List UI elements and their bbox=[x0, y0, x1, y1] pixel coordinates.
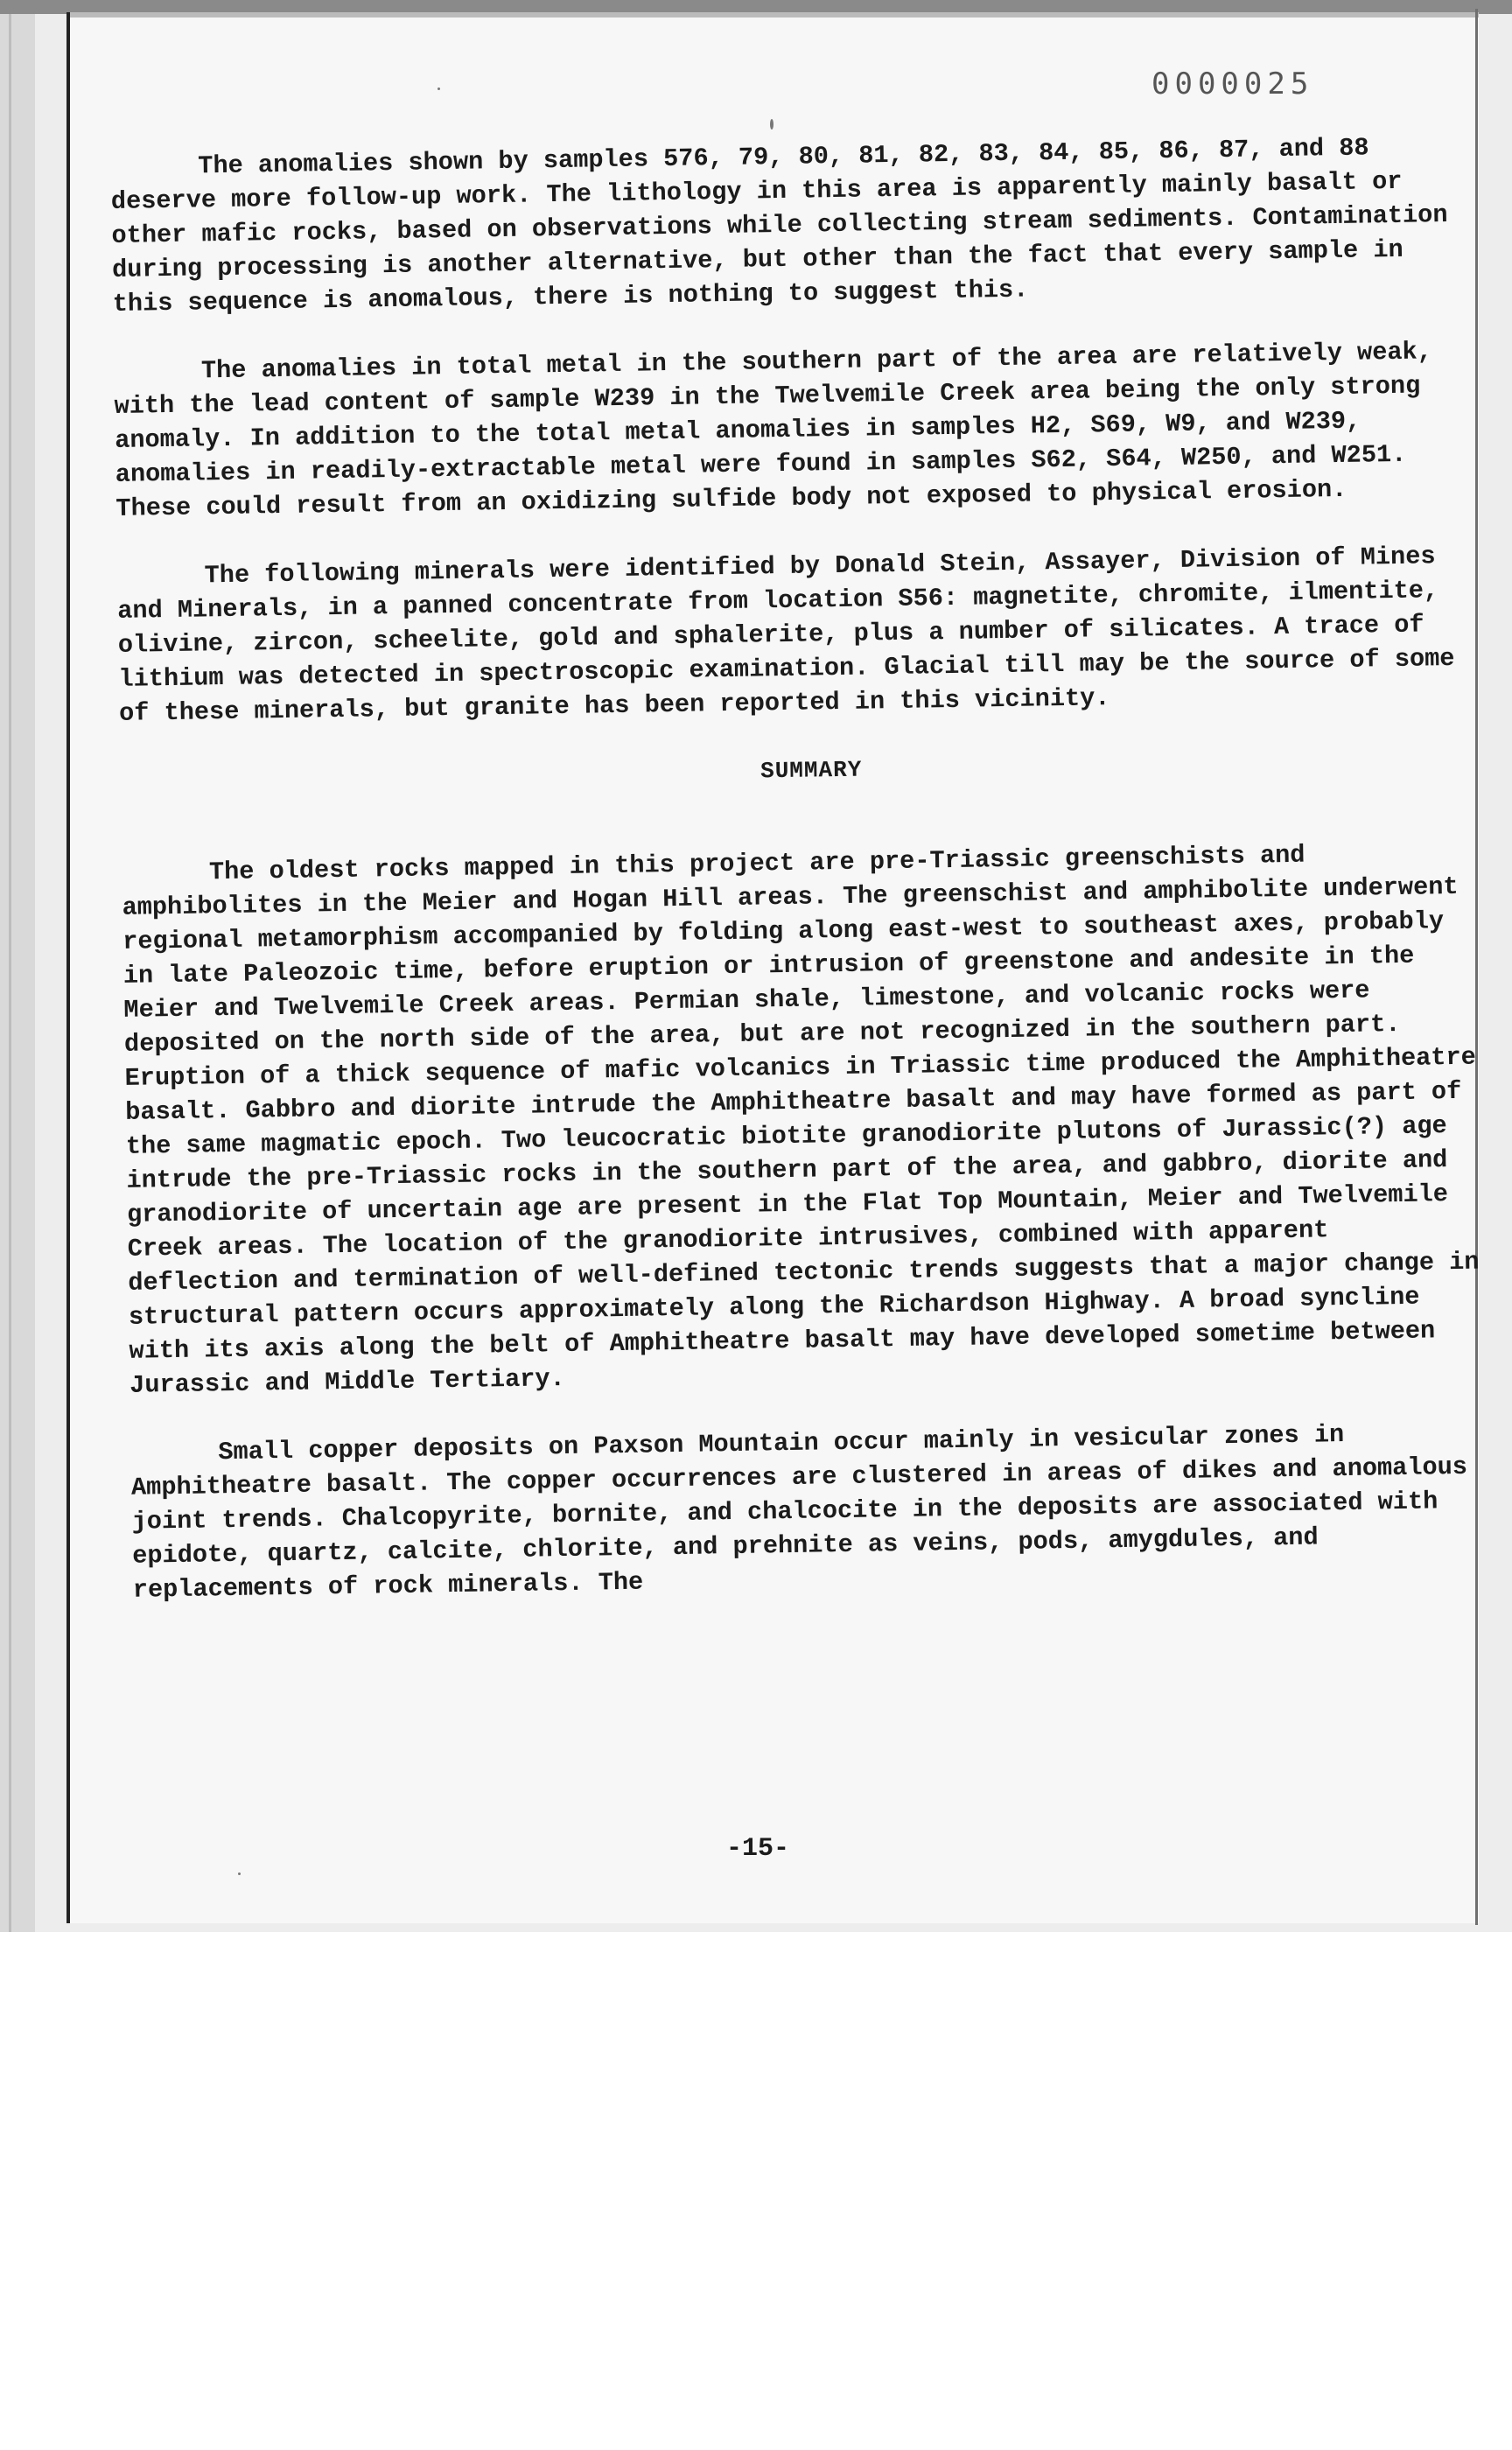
scan-speck bbox=[770, 119, 774, 130]
facing-page-edge bbox=[9, 0, 11, 1932]
page-id-stamp: 0000025 bbox=[1152, 66, 1314, 102]
scan-speck bbox=[238, 1872, 241, 1875]
page-number: -15- bbox=[726, 1834, 790, 1864]
paragraph: The anomalies in total metal in the southern part of the area are relatively weak, with the lead content of sample W239 in the Twelvemile Creek area being the only strong anomaly. In addition to the total metal anomalies in samples H2, S69, W9, and W239, anomalies in readily-extractable metal were found in samples S62, S64, W250, and W251. These could result from an oxidizing sulfide body not exposed to physical erosion. bbox=[114, 337, 1433, 523]
facing-page-strip bbox=[0, 0, 35, 1932]
paragraph: Small copper deposits on Paxson Mountain occur mainly in vesicular zones in Amphitheatre basalt. The copper occurrences are clustered in areas of dikes and anomalous joint trends. Chalcopyrite, bornite, and chalcocite in the deposits are associated with epidote, quartz, calcite, chlorite, and prehnite as veins, pods, amygdules, and replacements of rock minerals. The bbox=[130, 1420, 1468, 1605]
section-heading: SUMMARY bbox=[760, 756, 863, 785]
paragraph: The oldest rocks mapped in this project are pre-Triassic greenschists and amphibolites in the Meier and Hogan Hill areas. The greenschist and amphibolite underwent regional metamorphism accompanied by folding along east-west to southeast axes, probably in late Paleozoic time, before eruption or intrusion of greenstone and andesite in the Meier and Twelvemile Creek areas. Permian shale, limestone, and volcanic rocks were deposited on the north side of the area, but are not recognized in the southern part. Eruption of a thick sequence of mafic volcanics in Triassic time produced the Amphitheatre basalt. Gabbro and diorite intrude the Amphitheatre basalt and may have formed as part of the same magmatic epoch. Two leucocratic biotite granodiorite plutons of Jurassic(?) age intrude the pre-Triassic rocks in the southern part of the area, and gabbro, diorite and granodiorite of uncertain age are present in the Flat Top Mountain, Meier and Twelvemile Creek areas. The location of the granodiorite intrusives, combined with apparent deflection and termination of well-defined tectonic trends suggests that a major change in structural pattern occurs approximately along the Richardson Highway. A broad syncline with its axis along the belt of Amphitheatre basalt may have developed sometime between Jurassic and Middle Tertiary. bbox=[122, 840, 1480, 1400]
paragraph: The following minerals were identified by Donald Stein, Assayer, Division of Mines and Minerals, in a panned concentrate from location S56: magnetite, chromite, ilmentite, olivine, zircon, scheelite, gold and sphalerite, plus a number of silicates. A trace of lithium was detected in spectroscopic examination. Glacial till may be the source of some of these minerals, but granite has been reported in this vicinity. bbox=[117, 542, 1455, 728]
scan-speck bbox=[438, 88, 440, 90]
paragraph: The anomalies shown by samples 576, 79, 80, 81, 82, 83, 84, 85, 86, 87, and 88 deserve more follow-up work. The lithology in this area is apparently mainly basalt or other mafic rocks, based on observations while collecting stream sediments. Contamination during processing is another alternative, but other than the fact that every sample in this sequence is anomalous, there is nothing to suggest this. bbox=[110, 133, 1448, 318]
document-body bbox=[110, 130, 1490, 1642]
